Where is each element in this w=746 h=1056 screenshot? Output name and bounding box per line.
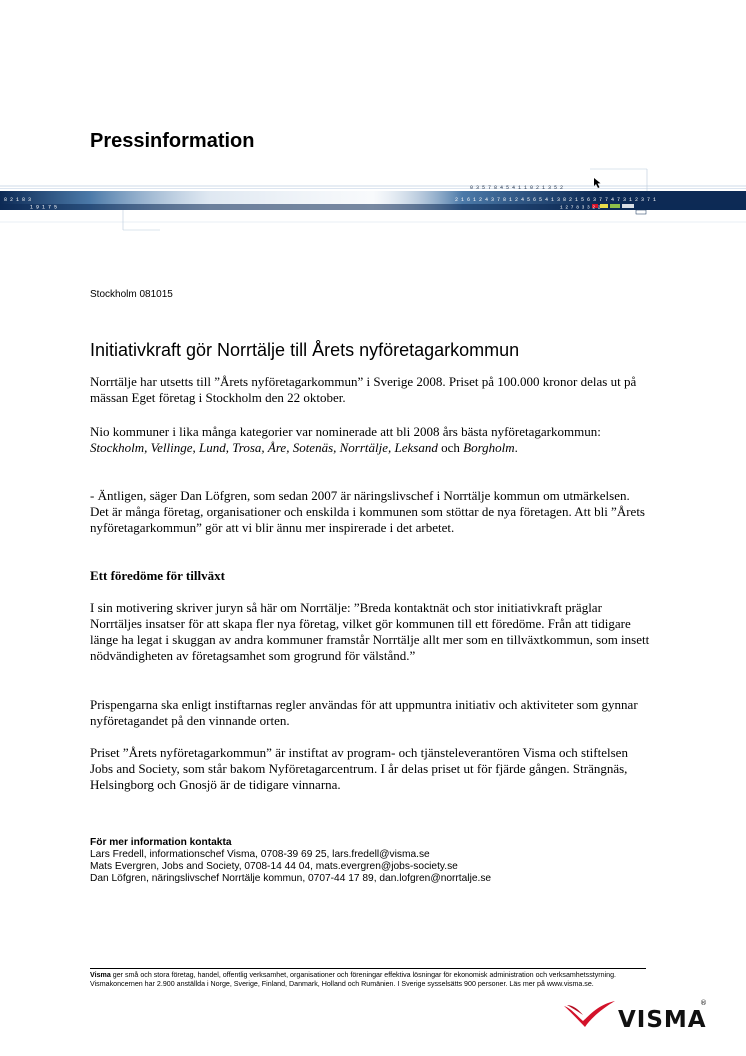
banner-band-shade xyxy=(0,204,746,210)
footer-text xyxy=(90,971,650,989)
nomination-intro: Nio kommuner i lika många kategorier var nominerade att bli 2008 års bästa nyföretagarkommun: xyxy=(90,424,601,439)
visma-wordmark: VISMA xyxy=(618,1007,707,1030)
dateline: Stockholm 081015 xyxy=(90,289,173,300)
nomination-end: . xyxy=(514,440,518,455)
body-paragraph-4: I sin motivering skriver juryn så här om Norrtälje: ”Breda kontaktnät och stor initiativkraft präglar Norrtäljes insatser för att skapa fler nya företag, vilket gör kommunen till ett föredöme. Från att tidigare länge ha legat i skuggan av andra kommuner framstår Norrtälje allt mer som en tillväxtkommun, som insett nödvändigheten av företagsamhet som grogrund för välstånd.” xyxy=(90,600,650,663)
contact-line: Lars Fredell, informationschef Visma, 0708-39 69 25, lars.fredell@visma.se xyxy=(90,849,430,860)
nomination-and: och xyxy=(437,440,464,455)
page-title: Pressinformation xyxy=(90,130,255,152)
visma-logo xyxy=(563,996,713,1030)
nominee-list: Stockholm, Vellinge, Lund, Trosa, Åre, Sotenäs, Norrtälje, Leksand xyxy=(90,440,438,455)
contact-heading: För mer information kontakta xyxy=(90,837,232,848)
body-paragraph-1: Norrtälje har utsetts till ”Årets nyföretagarkommun” i Sverige 2008. Priset på 100.000 kronor delas ut på mässan Eget företag i Stockholm den 22 oktober. xyxy=(90,374,637,405)
banner-color-block xyxy=(610,204,620,208)
footer-description: ger små och stora företag, handel, offentlig verksamhet, organisationer och föreningar effektiva lösningar för ekonomisk administration och verksamhetsstyrning. Vismakoncernen har 2.900 anställda i Norge, Sverige, Finland, Danmark, Holland och Rumänien. I Sverige sysselsätts 900 personer. Läs mer på www.visma.se. xyxy=(90,971,617,988)
visma-swoosh-icon xyxy=(564,1001,615,1027)
cursor-icon xyxy=(594,178,601,188)
body-paragraph-6: Priset ”Årets nyföretagarkommun” är instiftat av program- och tjänsteleverantören Visma och stiftelsen Jobs and Society, som står bakom Nyföretagarcentrum. I år delas priset ut för fjärde gången. Strängnäs, Helsingborg och Gnosjö är de tidigare vinnarna. xyxy=(90,745,628,792)
subheading-text: Ett föredöme för tillväxt xyxy=(90,568,225,583)
body-paragraph-2 xyxy=(90,424,650,456)
body-paragraph-5: Prispengarna ska enligt instiftarnas regler användas för att uppmuntra initiativ och aktiviteter som gynnar nyföretagandet på den vinnande orten. xyxy=(90,697,638,728)
contact-block xyxy=(90,837,491,885)
section-subheading xyxy=(90,568,650,584)
contact-line: Mats Evergren, Jobs and Society, 0708-14 44 04, mats.evergren@jobs-society.se xyxy=(90,861,458,872)
banner-digits: 1 9 1 7 5 xyxy=(30,204,58,211)
banner-digits: 1 2 7 8 3 3 2 2 xyxy=(560,205,601,211)
banner-color-block xyxy=(636,210,646,214)
headline: Initiativkraft gör Norrtälje till Årets nyföretagarkommun xyxy=(90,340,520,360)
footer-brand: Visma xyxy=(90,971,111,979)
contact-line: Dan Löfgren, näringslivschef Norrtälje kommun, 0707-44 17 89, dan.lofgren@norrtalje.se xyxy=(90,873,492,884)
banner-digits: 8 2 1 8 3 xyxy=(4,197,32,203)
banner-digits: 2 1 6 1 2 4 3 7 8 1 2 4 5 6 5 4 1 3 8 2 1 5 6 3 7 7 4 7 3 1 2 3 7 1 xyxy=(455,197,657,203)
footer-divider xyxy=(90,968,646,969)
body-paragraph-3: - Äntligen, säger Dan Löfgren, som sedan 2007 är näringslivschef i Norrtälje kommun om utmärkelsen. Det är många företag, organisationer och enskilda i kommunen som stöttar de nya företagen. Att bli ”Årets nyföretagarkommun” gör att vi blir ännu mer inspirerade i det arbetet. xyxy=(90,488,645,535)
registered-mark: ® xyxy=(700,999,707,1007)
banner-color-block xyxy=(600,204,608,208)
banner-color-block xyxy=(622,204,634,208)
nominee-last: Borgholm xyxy=(463,440,515,455)
header-banner xyxy=(0,164,746,234)
banner-digits: 0 3 5 7 8 4 5 4 1 1 0 2 1 3 5 2 xyxy=(470,185,564,191)
